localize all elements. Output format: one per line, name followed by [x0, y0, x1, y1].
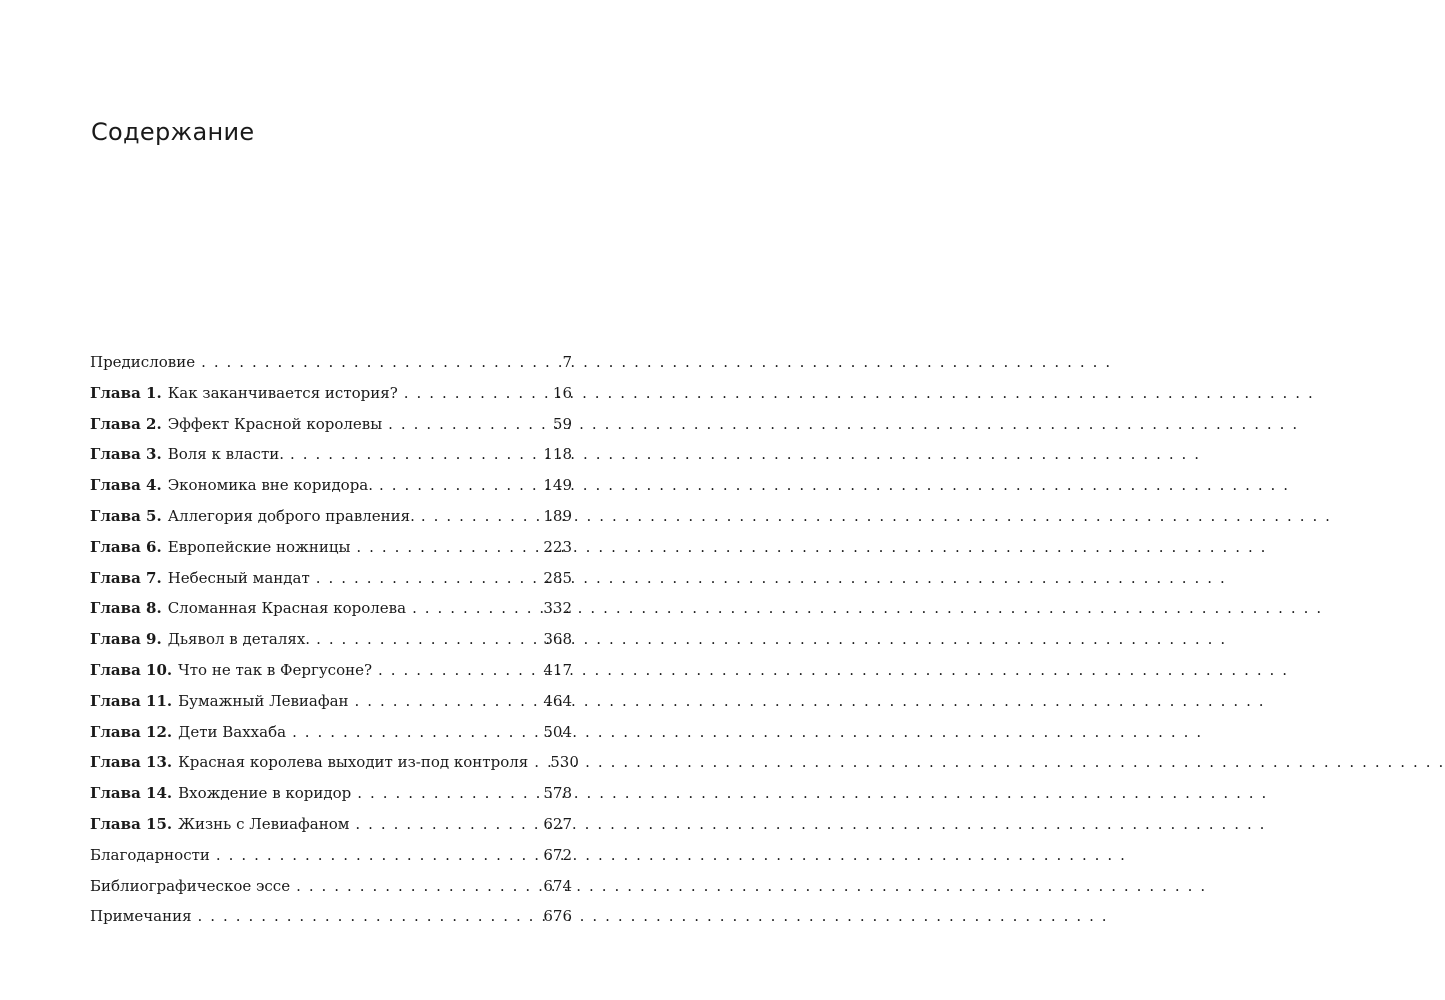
toc-entry-chapter: Глава 6.: [90, 537, 162, 556]
toc-entry-label: [90, 717, 286, 748]
toc-entry-title: Европейские ножницы: [167, 537, 351, 556]
toc-entry-label: [90, 409, 382, 440]
toc-entry-title: Предисловие: [90, 353, 196, 371]
toc-entry-label: [90, 470, 373, 501]
toc-entry-page: 189: [543, 506, 572, 525]
toc-entry-page: 676: [543, 907, 572, 926]
toc-entry-label: [90, 593, 406, 624]
toc-entry[interactable]: [90, 901, 572, 932]
toc-entry-page: 149: [543, 476, 572, 495]
toc-entry-chapter: Глава 15.: [90, 814, 173, 833]
toc-leader-dots: [379, 470, 537, 501]
toc-entry[interactable]: [90, 347, 572, 378]
toc-entry[interactable]: [90, 378, 572, 409]
toc-entry[interactable]: [90, 409, 572, 440]
toc-entry-title: Как заканчивается история?: [167, 383, 398, 402]
toc-leader-dots: [198, 901, 538, 932]
toc-entry-page: 285: [543, 568, 572, 587]
toc-entry-title: Благодарности: [90, 845, 210, 864]
toc-entry[interactable]: [90, 439, 572, 470]
toc-entry-title: Дети Ваххаба: [178, 722, 287, 741]
toc-leader-dots: [296, 871, 537, 902]
toc-entry-label: [90, 778, 351, 809]
toc-entry[interactable]: [90, 655, 572, 686]
toc-entry-title: Бумажный Левиафан: [178, 691, 349, 710]
toc-entry-title: Воля к власти.: [167, 445, 285, 464]
toc-entry[interactable]: [90, 501, 572, 532]
toc-entry-label: [90, 871, 290, 902]
toc-entry[interactable]: [90, 809, 572, 840]
toc-entry-title: Библиографическое эссе: [90, 876, 291, 895]
toc-leader-dots: [316, 563, 538, 594]
toc-entry-page: 59: [552, 414, 572, 433]
toc-entry-page: 674: [543, 876, 572, 895]
toc-entry[interactable]: [90, 532, 572, 563]
toc-entry-chapter: Глава 9.: [90, 630, 162, 649]
toc-leader-dots: [357, 778, 537, 809]
toc-entry[interactable]: [90, 717, 572, 748]
toc-entry-page: 332: [543, 599, 572, 618]
toc-entry-label: [90, 901, 192, 932]
toc-entry-label: [90, 686, 349, 717]
toc-entry-chapter: Глава 1.: [90, 383, 162, 402]
toc-entry-page: 578: [543, 784, 572, 803]
toc-entry-page: 530: [550, 753, 579, 772]
toc-entry-label: [90, 563, 310, 594]
toc-leader-dots: [355, 686, 538, 717]
toc-entry-page: 504: [543, 722, 572, 741]
toc-entry-label: [90, 747, 528, 778]
toc-entry-chapter: Глава 12.: [90, 722, 173, 741]
toc-entry-page: 417: [543, 660, 572, 679]
toc-entry[interactable]: [90, 563, 572, 594]
toc-entry-chapter: Глава 7.: [90, 568, 162, 587]
page-title: Содержание: [91, 118, 255, 146]
toc-entry-title: Что не так в Фергусоне?: [178, 660, 373, 679]
toc-leader-dots: [388, 409, 547, 440]
toc-entry-chapter: Глава 5.: [90, 506, 162, 525]
toc-leader-dots: [290, 439, 537, 470]
toc-entry[interactable]: [90, 778, 572, 809]
toc-leader-dots: [292, 717, 537, 748]
toc-entry[interactable]: [90, 470, 572, 501]
toc-entry-title: Дьявол в деталях.: [167, 630, 311, 649]
toc-entry-label: [90, 840, 210, 871]
toc-entry-title: Аллегория доброго правления.: [167, 506, 415, 525]
toc-entry-label: [90, 378, 398, 409]
toc-leader-dots: [534, 747, 544, 778]
toc-entry-page: 7: [562, 353, 572, 371]
toc-entry-page: 368: [543, 630, 572, 649]
toc-entry[interactable]: [90, 840, 572, 871]
toc-entry-chapter: Глава 2.: [90, 414, 162, 433]
toc-entry[interactable]: [90, 747, 579, 778]
toc-entry-label: [90, 347, 195, 378]
toc-leader-dots: [201, 347, 556, 378]
toc-leader-dots: [378, 655, 537, 686]
toc-entry-title: Эффект Красной королевы: [167, 414, 383, 433]
toc-entry-title: Жизнь с Левиафаном: [178, 814, 350, 833]
table-of-contents: [90, 347, 579, 932]
toc-leader-dots: [316, 624, 537, 655]
toc-leader-dots: [355, 809, 537, 840]
toc-entry-chapter: Глава 3.: [90, 445, 162, 464]
toc-entry[interactable]: [90, 686, 572, 717]
toc-entry-title: Небесный мандат: [167, 568, 310, 587]
toc-entry-label: [90, 532, 350, 563]
toc-leader-dots: [404, 378, 547, 409]
toc-entry-page: 16: [552, 383, 572, 402]
toc-entry[interactable]: [90, 871, 572, 902]
toc-entry-label: [90, 439, 284, 470]
toc-entry-chapter: Глава 10.: [90, 660, 173, 679]
toc-entry-chapter: Глава 13.: [90, 753, 173, 772]
toc-entry-label: [90, 809, 349, 840]
toc-entry-label: [90, 501, 415, 532]
toc-entry-chapter: Глава 8.: [90, 599, 162, 618]
toc-entry-chapter: Глава 4.: [90, 476, 162, 495]
toc-entry-title: Красная королева выходит из-под контроля: [178, 753, 529, 772]
toc-leader-dots: [412, 593, 537, 624]
toc-entry-page: 627: [543, 814, 572, 833]
toc-entry-title: Вхождение в коридор: [178, 784, 352, 803]
toc-entry-title: Примечания: [90, 907, 192, 926]
toc-leader-dots: [216, 840, 537, 871]
toc-entry-page: 223: [543, 537, 572, 556]
toc-entry-chapter: Глава 11.: [90, 691, 173, 710]
toc-leader-dots: [421, 501, 537, 532]
toc-entry-label: [90, 624, 310, 655]
toc-entry-chapter: Глава 14.: [90, 784, 173, 803]
toc-leader-dots: [356, 532, 537, 563]
toc-entry[interactable]: [90, 624, 572, 655]
toc-entry-label: [90, 655, 372, 686]
toc-entry-page: 672: [543, 845, 572, 864]
toc-entry-title: Экономика вне коридора.: [167, 476, 374, 495]
toc-entry-page: 464: [543, 691, 572, 710]
toc-entry[interactable]: [90, 593, 572, 624]
toc-entry-title: Сломанная Красная королева: [167, 599, 407, 618]
toc-entry-page: 118: [543, 445, 572, 464]
